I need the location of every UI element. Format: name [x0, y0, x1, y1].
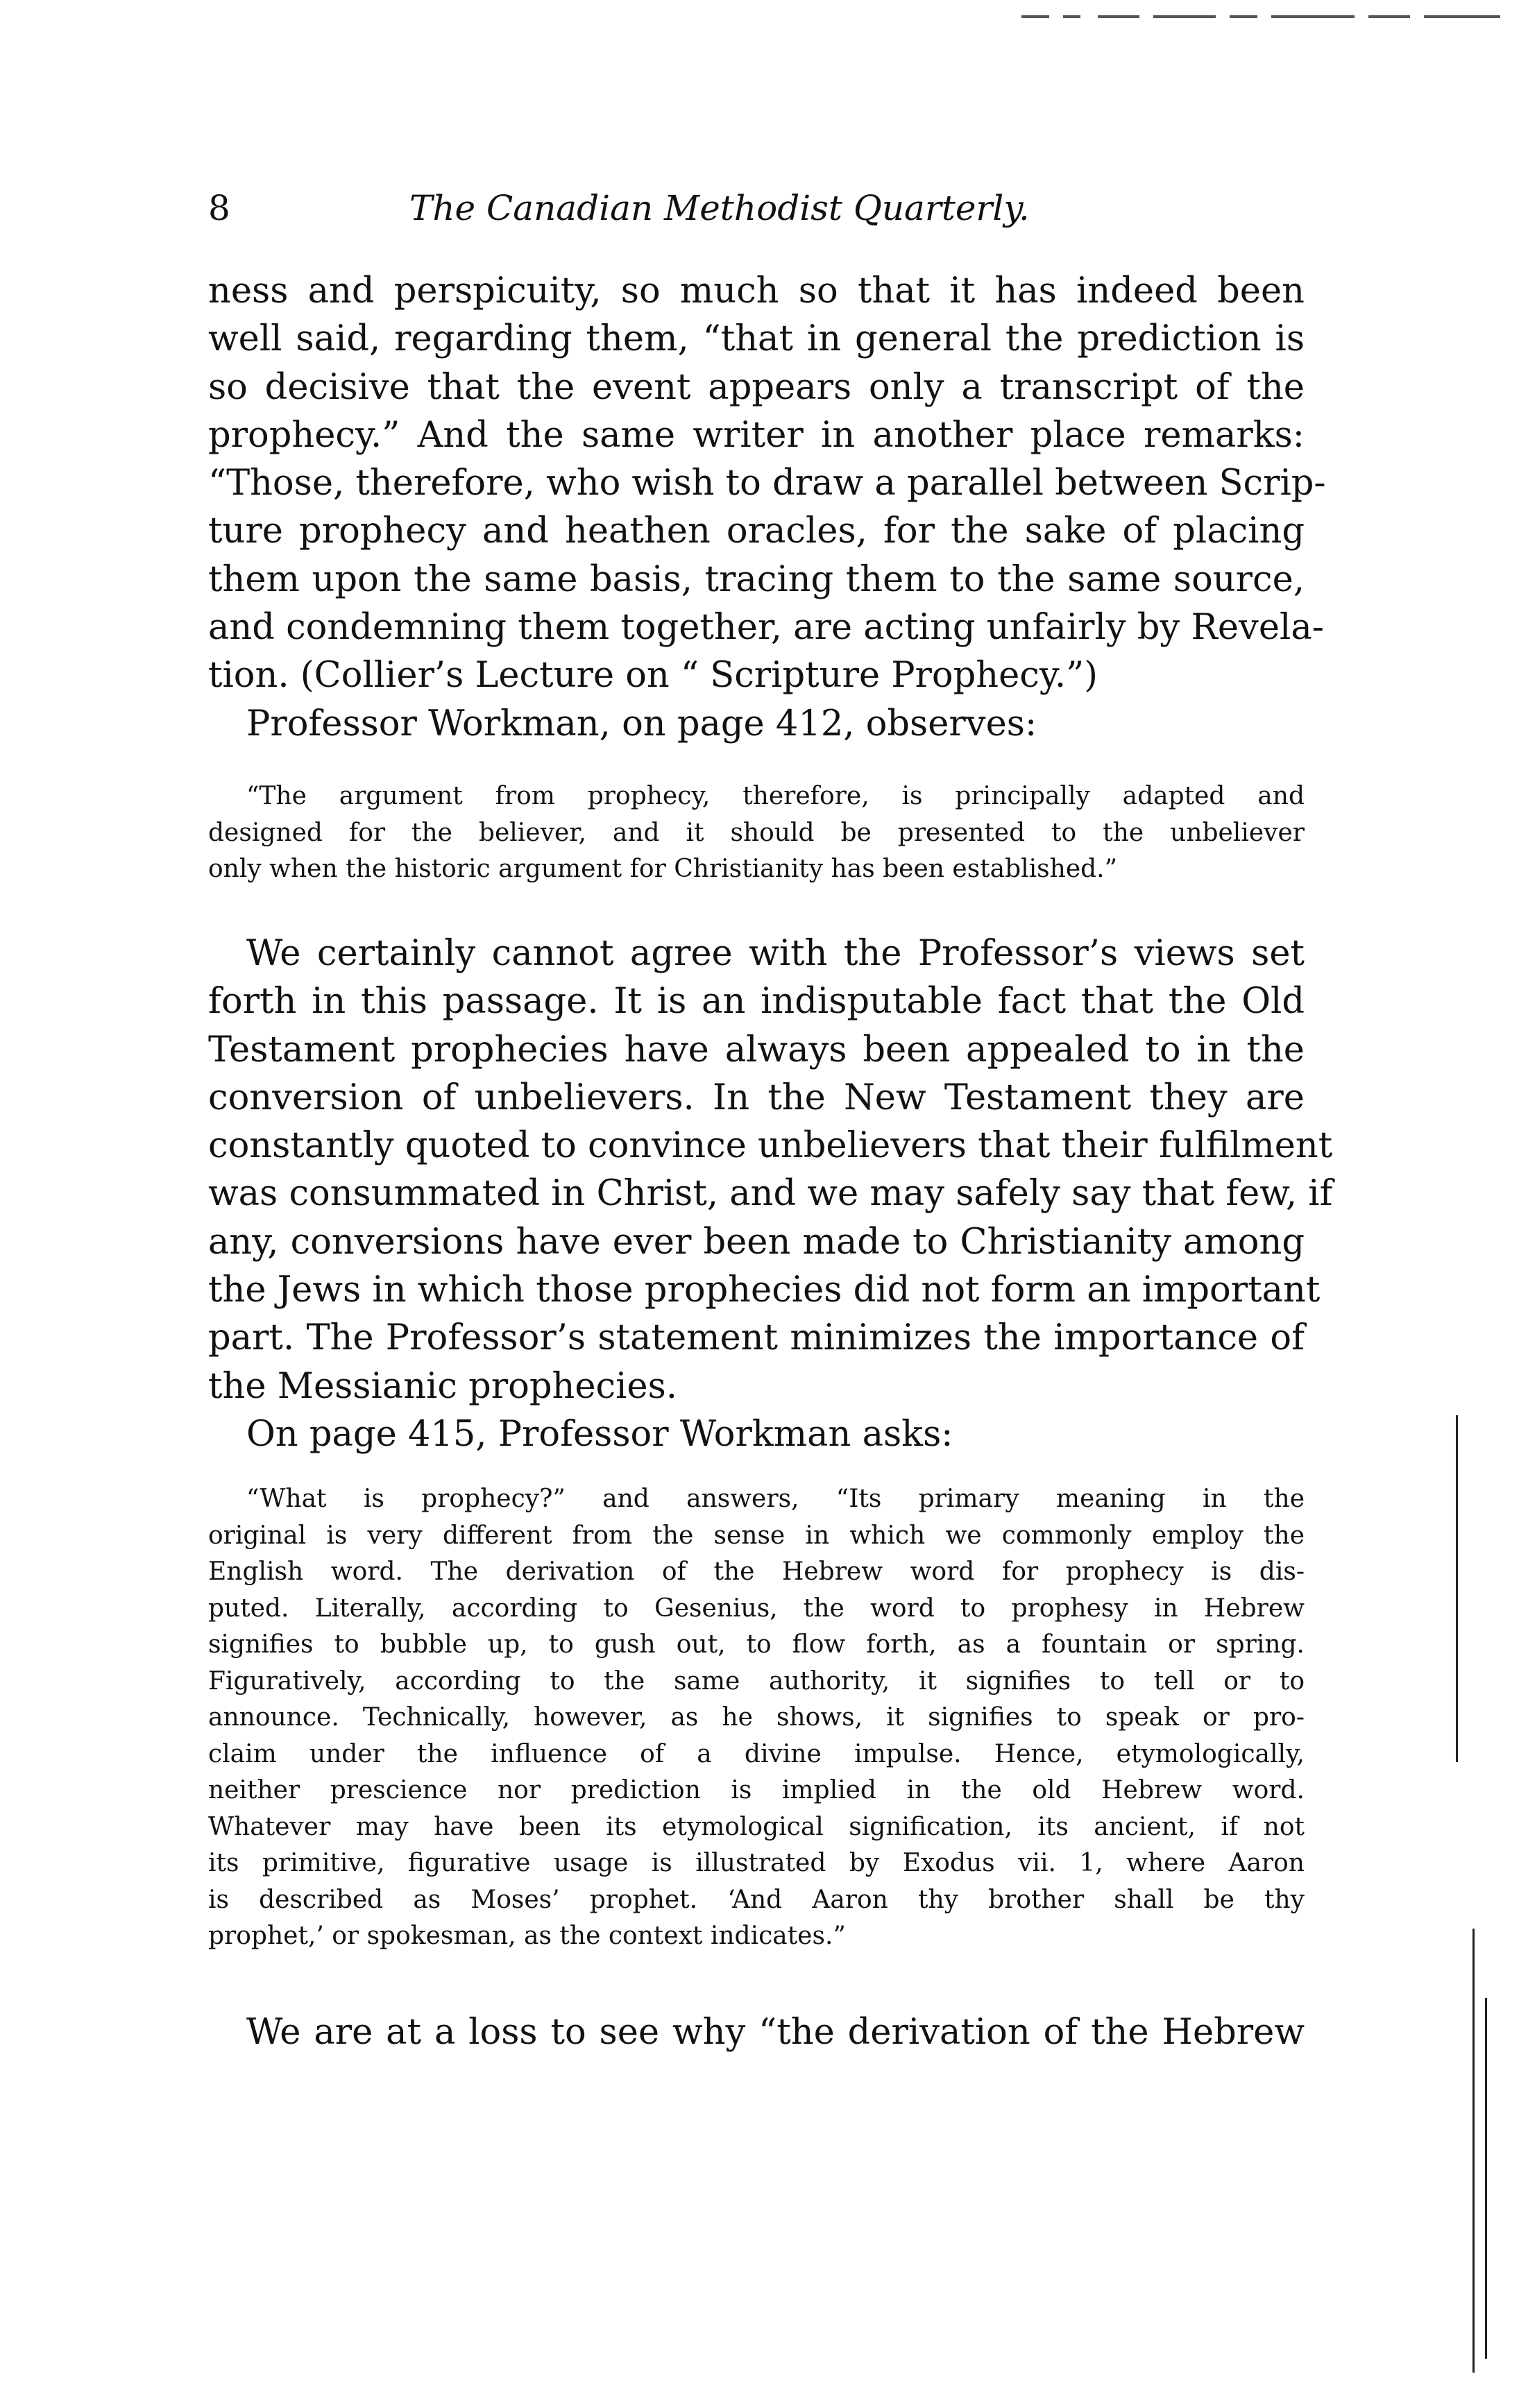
text-line: ture prophecy and heathen oracles, for the sake of placing — [208, 511, 1305, 552]
running-title: The Canadian Methodist Quarterly. — [409, 188, 1030, 228]
text-line: ness and perspicuity, so much so that it has indeed been — [208, 271, 1305, 311]
text-line: We certainly cannot agree with the Professor’s views set — [246, 933, 1305, 974]
scan-margin-line — [1472, 1929, 1475, 2373]
block-quote-2 — [208, 1481, 1305, 1955]
block-quote — [208, 778, 1305, 888]
quote-line: “The argument from prophecy, therefore, is principally adapted and — [246, 782, 1305, 810]
page-number: 8 — [208, 188, 230, 228]
text-line: Professor Workman, on page 412, observes: — [246, 703, 1037, 744]
paragraph-continuation — [208, 267, 1326, 748]
quote-line: designed for the believer, and it should be presented to the unbeliever — [208, 818, 1305, 847]
text-line: part. The Professor’s statement minimizes the importance of — [208, 1317, 1305, 1359]
text-line: the Jews in which those prophecies did not form an important — [208, 1270, 1321, 1311]
quote-line: Figuratively, according to the same authority, it signifies to tell or to — [208, 1666, 1305, 1696]
text-line: and condemning them together, are acting unfairly by Revela- — [208, 607, 1324, 649]
text-line: constantly quoted to convince unbelievers that their fulfilment — [208, 1125, 1333, 1167]
text-line: We are at a loss to see why “the derivation of the Hebrew — [246, 2012, 1305, 2053]
text-line: Testament prophecies have always been appealed to in the — [208, 1029, 1305, 1070]
text-line: prophecy.” And the same writer in another place remarks: — [208, 414, 1305, 456]
paragraph-final — [208, 2008, 1305, 2056]
text-line: conversion of unbelievers. In the New Testament they are — [208, 1077, 1305, 1118]
quote-line: only when the historic argument for Christianity has been established.” — [208, 855, 1118, 883]
block-quote — [208, 1481, 1305, 1955]
block-quote-1 — [208, 778, 1305, 888]
quote-line: “What is prophecy?” and answers, “Its primary meaning in the — [246, 1485, 1305, 1513]
text-line: them upon the same basis, tracing them to the same source, — [208, 558, 1305, 600]
scan-artifact-marks — [1021, 0, 1507, 28]
quote-line: is described as Moses’ prophet. ‘And Aaron thy brother shall be thy — [208, 1885, 1305, 1914]
quote-line: its primitive, figurative usage is illustrated by Exodus vii. 1, where Aaron — [208, 1849, 1305, 1877]
text-line: “Those, therefore, who wish to draw a parallel between Scrip- — [208, 463, 1326, 504]
text-line: tion. (Collier’s Lecture on “ Scripture Prophecy.”) — [208, 655, 1098, 697]
body-paragraph — [208, 700, 1305, 748]
text-line: On page 415, Professor Workman asks: — [246, 1413, 953, 1455]
scan-margin-line — [1485, 1998, 1487, 2359]
scan-margin-line — [1456, 1415, 1458, 1762]
paragraph-section — [208, 930, 1333, 1458]
quote-line: puted. Literally, according to Gesenius, the word to prophesy in Hebrew — [208, 1594, 1305, 1623]
text-line: forth in this passage. It is an indisputable fact that the Old — [208, 981, 1305, 1023]
text-line: so decisive that the event appears only a transcript of the — [208, 366, 1305, 408]
quote-line: original is very different from the sense in which we commonly employ the — [208, 1521, 1305, 1550]
quote-line: neither prescience nor prediction is implied in the old Hebrew word. — [208, 1776, 1305, 1804]
body-paragraph — [208, 2008, 1305, 2056]
text-line: well said, regarding them, “that in general the prediction is — [208, 318, 1305, 360]
text-line: any, conversions have ever been made to Christianity among — [208, 1221, 1305, 1263]
running-header — [208, 177, 1332, 239]
quote-line: signifies to bubble up, to gush out, to flow forth, as a fountain or spring. — [208, 1630, 1305, 1659]
text-line: the Messianic prophecies. — [208, 1365, 677, 1407]
quote-line: prophet,’ or spokesman, as the context indicates.” — [208, 1922, 846, 1950]
body-paragraph — [208, 267, 1326, 700]
quote-line: Whatever may have been its etymological signification, its ancient, if not — [208, 1812, 1305, 1841]
text-line: was consummated in Christ, and we may safely say that few, if — [208, 1173, 1333, 1215]
body-paragraph — [208, 1410, 1305, 1458]
quote-line: claim under the influence of a divine impulse. Hence, etymologically, — [208, 1739, 1305, 1768]
quote-line: announce. Technically, however, as he shows, it signifies to speak or pro- — [208, 1703, 1305, 1732]
body-paragraph — [208, 930, 1333, 1410]
quote-line: English word. The derivation of the Hebrew word for prophecy is dis- — [208, 1557, 1305, 1586]
